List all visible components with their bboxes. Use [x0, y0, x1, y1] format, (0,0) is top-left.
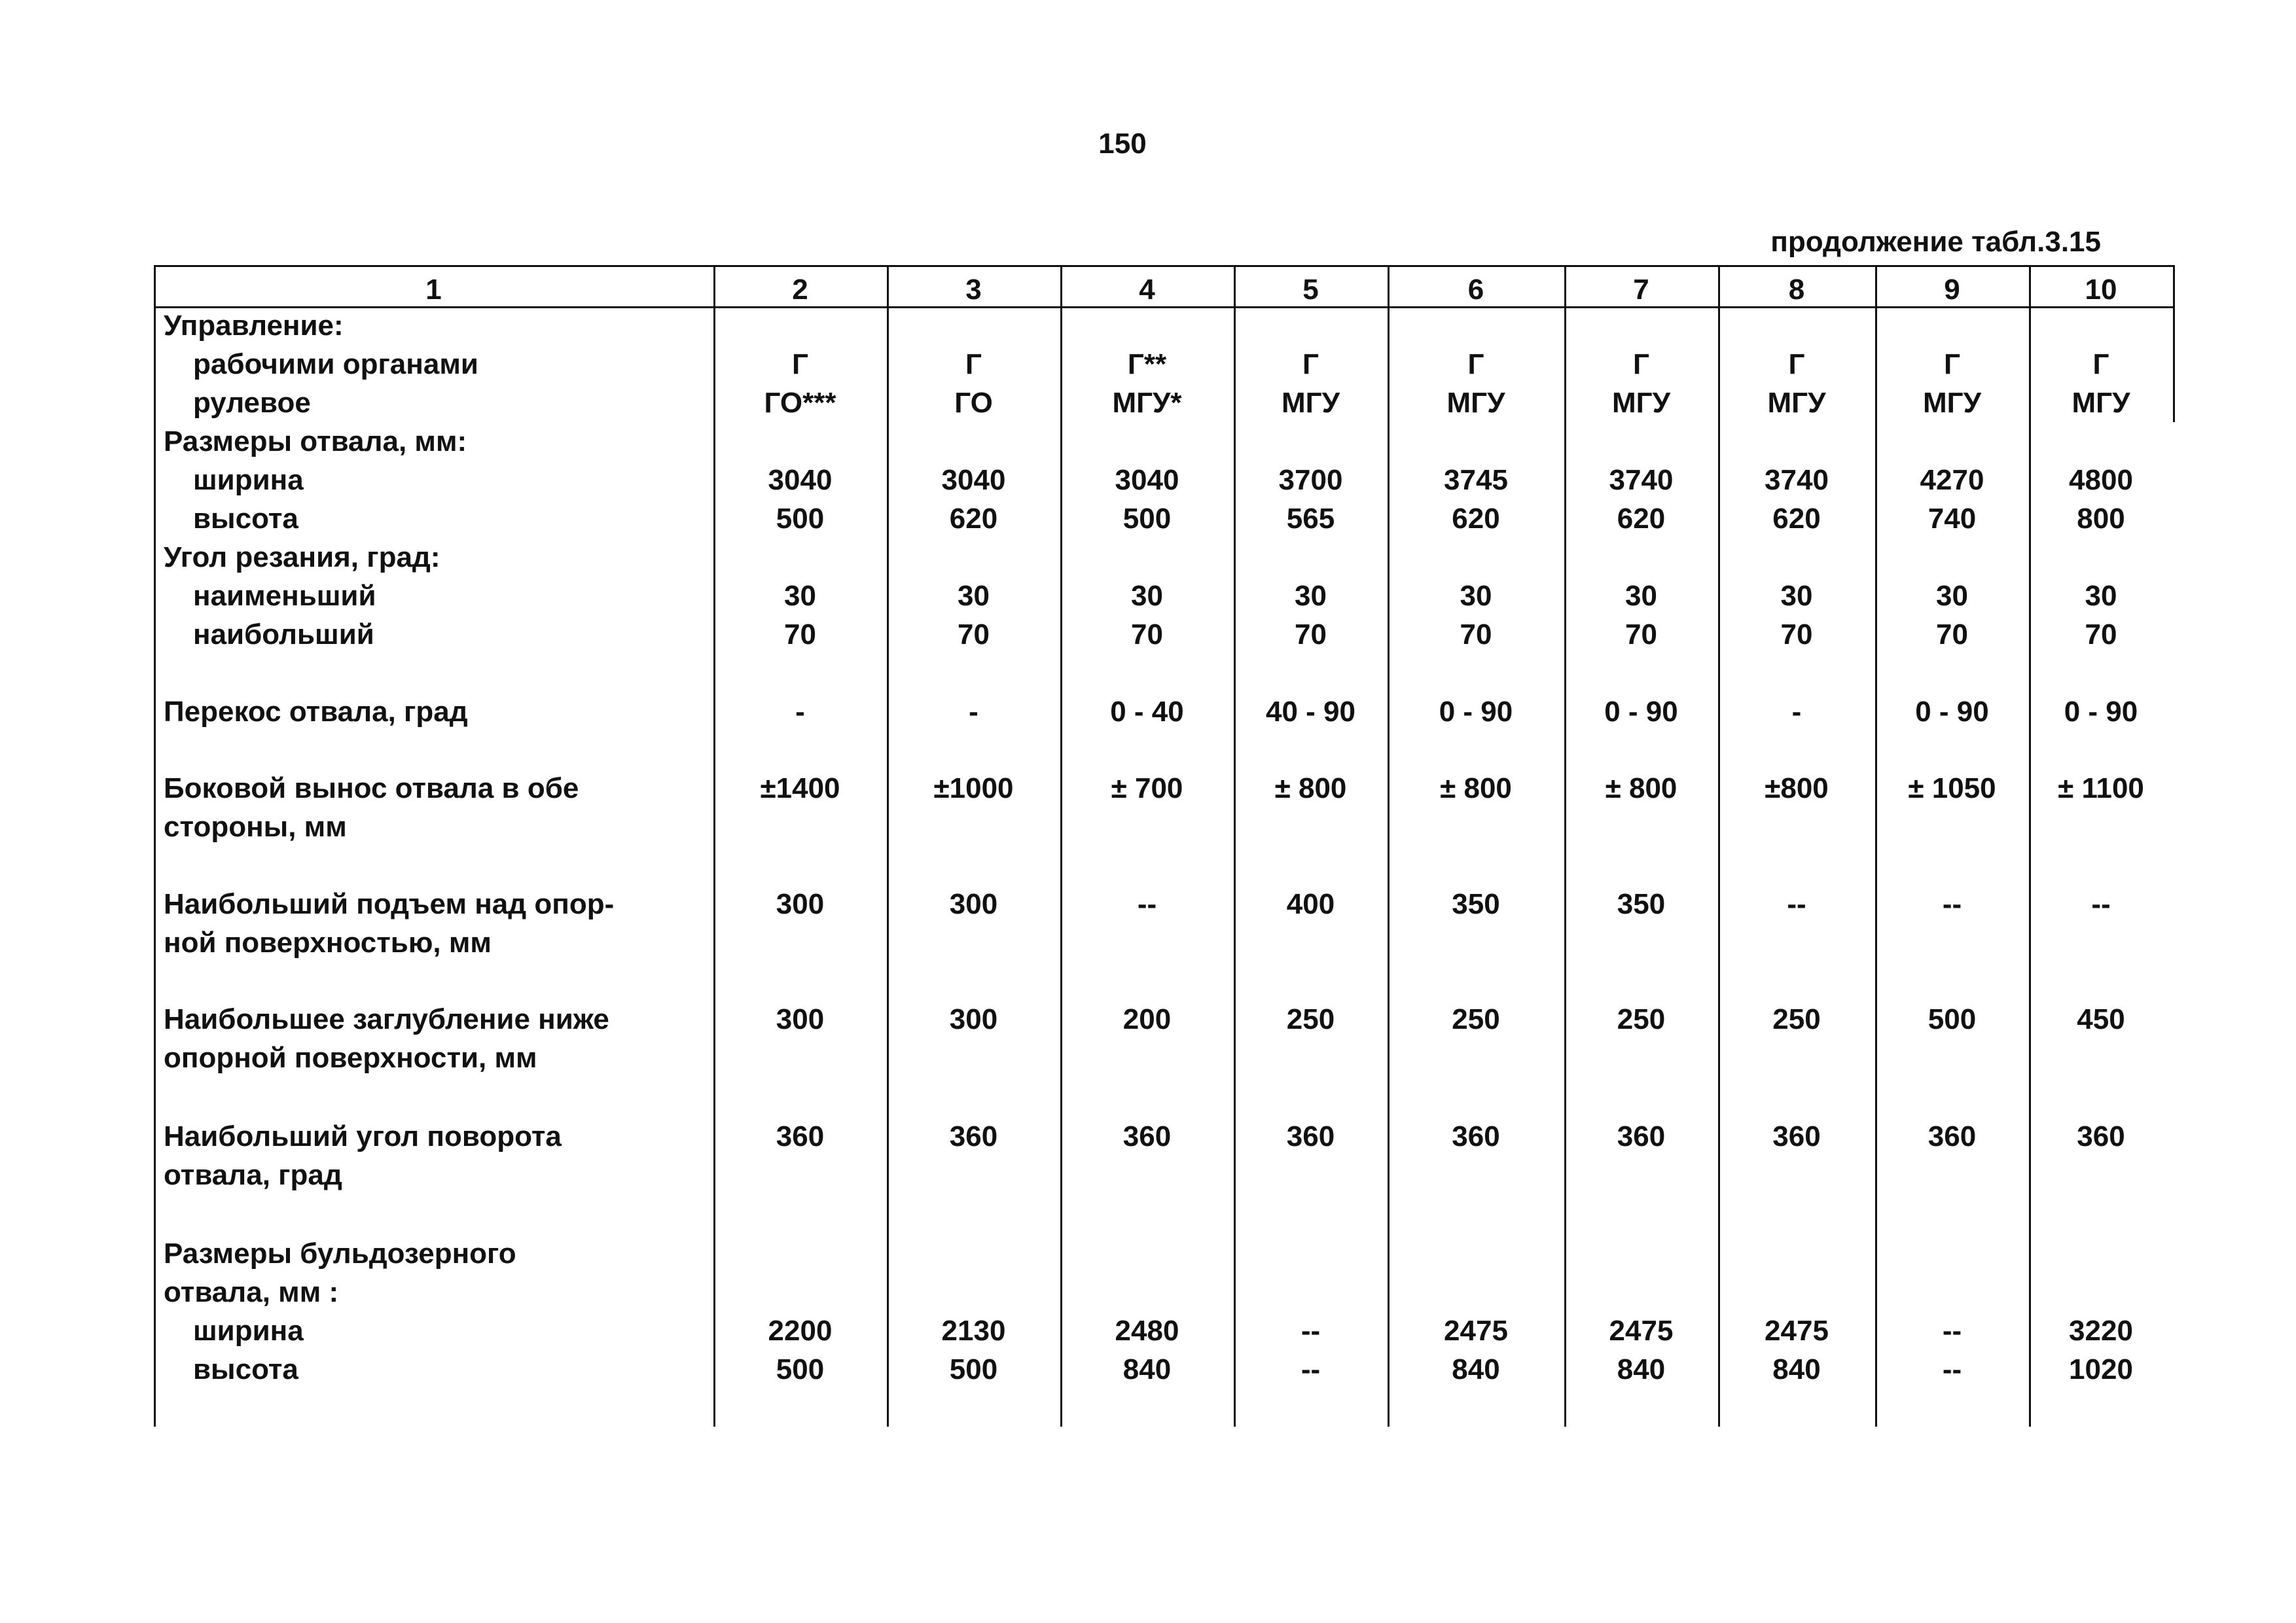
- table-cell: ± 700: [1111, 772, 1183, 804]
- table-cell: -: [1791, 696, 1802, 728]
- table-cell: 4800: [2069, 464, 2133, 496]
- column-header: 10: [2085, 274, 2117, 306]
- table-cell: ± 1100: [2058, 772, 2144, 804]
- table-cell: 3040: [768, 464, 833, 496]
- row-label: опорной поверхности, мм: [164, 1042, 537, 1074]
- table-cell: 500: [776, 1353, 825, 1385]
- table-cell: 70: [1780, 618, 1813, 651]
- table-column-border: [1718, 265, 1720, 1427]
- table-cell: 70: [1295, 618, 1327, 651]
- column-header: 4: [1139, 274, 1155, 306]
- table-cell: 70: [1625, 618, 1657, 651]
- table-cell: 2475: [1444, 1315, 1508, 1347]
- table-cell: 30: [1936, 580, 1968, 612]
- table-cell: 360: [1617, 1120, 1666, 1152]
- table-cell: --: [1300, 1315, 1321, 1347]
- table-cell: 300: [776, 888, 825, 920]
- table-cell: МГУ: [2072, 387, 2130, 419]
- table-cell: 360: [1122, 1120, 1172, 1152]
- table-cell: 620: [1617, 503, 1666, 535]
- table-cell: 70: [2085, 618, 2117, 651]
- table-cell: 360: [776, 1120, 825, 1152]
- table-cell: 360: [949, 1120, 998, 1152]
- table-cell: 3220: [2069, 1315, 2133, 1347]
- table-cell: 500: [1122, 503, 1172, 535]
- table-cell: 70: [1460, 618, 1492, 651]
- row-label: Управление:: [164, 310, 344, 342]
- row-label: Угол резания, град:: [164, 541, 440, 573]
- table-cell: 500: [1928, 1003, 1977, 1035]
- table-cell: 250: [1617, 1003, 1666, 1035]
- table-cell: 3740: [1609, 464, 1674, 496]
- row-label: наибольший: [193, 618, 374, 651]
- table-cell: 2480: [1115, 1315, 1179, 1347]
- row-label: отвала, град: [164, 1159, 342, 1191]
- table-cell: ± 1050: [1908, 772, 1996, 804]
- table-cell: --: [1787, 888, 1806, 920]
- table-cell: 3040: [1115, 464, 1179, 496]
- column-header: 8: [1788, 274, 1805, 306]
- table-cell: 250: [1286, 1003, 1335, 1035]
- table-cell: 450: [2077, 1003, 2125, 1035]
- table-cell: 2475: [1609, 1315, 1674, 1347]
- table-cell: 3745: [1444, 464, 1508, 496]
- table-cell: 2200: [768, 1315, 833, 1347]
- table-cell: 350: [1452, 888, 1500, 920]
- table-column-border: [1875, 265, 1877, 1427]
- table-column-border: [2029, 265, 2031, 1427]
- table-cell: ±1400: [760, 772, 840, 804]
- column-header: 7: [1633, 274, 1649, 306]
- table-cell: 360: [1772, 1120, 1821, 1152]
- table-cell: 0 - 40: [1110, 696, 1184, 728]
- column-header: 9: [1944, 274, 1960, 306]
- table-column-border: [713, 265, 715, 1427]
- row-label: отвала, мм :: [164, 1276, 339, 1308]
- table-cell: Г: [1788, 348, 1805, 380]
- table-cell: 620: [949, 503, 998, 535]
- table-cell: 360: [1928, 1120, 1977, 1152]
- table-cell: МГУ: [1282, 387, 1340, 419]
- table-cell: ±1000: [933, 772, 1014, 804]
- row-label: Боковой вынос отвала в обе: [164, 772, 579, 804]
- row-label: ной поверхностью, мм: [164, 927, 492, 959]
- row-label: Размеры бульдозерного: [164, 1238, 516, 1270]
- column-header: 6: [1467, 274, 1484, 306]
- table-cell: --: [1300, 1353, 1321, 1385]
- table-cell: 620: [1772, 503, 1821, 535]
- table-cell: 360: [2077, 1120, 2125, 1152]
- table-cell: МГУ: [1446, 387, 1505, 419]
- table-cell: 30: [784, 580, 816, 612]
- table-cell: ± 800: [1274, 772, 1347, 804]
- table-cell: 70: [1936, 618, 1968, 651]
- table-cell: 70: [784, 618, 816, 651]
- table-cell: ±800: [1765, 772, 1829, 804]
- table-cell: -: [969, 696, 978, 728]
- table-cell: 2130: [941, 1315, 1006, 1347]
- table-cell: --: [1942, 888, 1962, 920]
- table-cell: Г: [1467, 348, 1484, 380]
- table-cell: ± 800: [1440, 772, 1512, 804]
- column-header: 2: [792, 274, 808, 306]
- table-cell: 500: [776, 503, 825, 535]
- row-label: высота: [193, 503, 298, 535]
- table-cell: 30: [958, 580, 990, 612]
- table-cell: Г: [2092, 348, 2109, 380]
- table-cell: -: [795, 696, 805, 728]
- table-cell: МГУ*: [1112, 387, 1182, 419]
- table-cell: 70: [958, 618, 990, 651]
- table-cell: ± 800: [1605, 772, 1677, 804]
- table-cell: Г: [1944, 348, 1960, 380]
- table-cell: 500: [949, 1353, 998, 1385]
- table-cell: 0 - 90: [1604, 696, 1678, 728]
- table-cell: 0 - 90: [1915, 696, 1989, 728]
- table-cell: 800: [2077, 503, 2125, 535]
- table-column-border: [887, 265, 889, 1427]
- table-cell: 250: [1772, 1003, 1821, 1035]
- row-label: высота: [193, 1353, 298, 1385]
- table-cell: ГО***: [764, 387, 836, 419]
- table-cell: 300: [949, 1003, 998, 1035]
- table-cell: 3740: [1765, 464, 1829, 496]
- table-cell: 360: [1286, 1120, 1335, 1152]
- table-cell: 2475: [1765, 1315, 1829, 1347]
- table-header-border: [154, 306, 2173, 308]
- row-label: ширина: [193, 1315, 304, 1347]
- table-cell: ГО: [954, 387, 993, 419]
- column-header: 5: [1302, 274, 1319, 306]
- table-cell: 30: [1460, 580, 1492, 612]
- table-cell: 840: [1122, 1353, 1172, 1385]
- table-cell: 1020: [2069, 1353, 2133, 1385]
- table-cell: --: [1137, 888, 1157, 920]
- row-label: Наибольший угол поворота: [164, 1120, 562, 1152]
- row-label: Наибольшее заглубление ниже: [164, 1003, 609, 1035]
- row-label: наименьший: [193, 580, 376, 612]
- row-label: рабочими органами: [193, 348, 478, 380]
- table-cell: 400: [1286, 888, 1335, 920]
- table-cell: 30: [2085, 580, 2117, 612]
- row-label: рулевое: [193, 387, 311, 419]
- table-cell: 30: [1295, 580, 1327, 612]
- table-cell: Г: [1302, 348, 1319, 380]
- table-cell: 740: [1928, 503, 1977, 535]
- table-cell: --: [1942, 1315, 1962, 1347]
- table-cell: Г: [1633, 348, 1649, 380]
- table-cell: 30: [1780, 580, 1813, 612]
- table-cell: 70: [1131, 618, 1163, 651]
- table-cell: 360: [1452, 1120, 1500, 1152]
- table-cell: МГУ: [1612, 387, 1670, 419]
- table-cell: --: [2091, 888, 2111, 920]
- table-column-border: [1388, 265, 1390, 1427]
- table-cell: 0 - 90: [1439, 696, 1513, 728]
- table-cell: 3700: [1278, 464, 1343, 496]
- table-column-border: [154, 265, 156, 1427]
- table-cell: 250: [1452, 1003, 1500, 1035]
- table-cell: 840: [1617, 1353, 1666, 1385]
- table-cell: 300: [776, 1003, 825, 1035]
- table-caption: продолжение табл.3.15: [1770, 226, 2101, 258]
- table-cell: МГУ: [1923, 387, 1981, 419]
- table-cell: Г: [792, 348, 808, 380]
- table-cell: 0 - 90: [2064, 696, 2138, 728]
- table-cell: 30: [1131, 580, 1163, 612]
- table-cell: 840: [1452, 1353, 1500, 1385]
- table-cell: --: [1942, 1353, 1962, 1385]
- table-cell: 30: [1625, 580, 1657, 612]
- table-column-border: [1234, 265, 1236, 1427]
- row-label: ширина: [193, 464, 304, 496]
- column-header: 1: [425, 274, 442, 306]
- row-label: Наибольший подъем над опор-: [164, 888, 615, 920]
- row-label: стороны, мм: [164, 811, 347, 843]
- table-cell: 620: [1452, 503, 1500, 535]
- table-cell: Г**: [1127, 348, 1167, 380]
- row-label: Размеры отвала, мм:: [164, 425, 467, 457]
- row-label: Перекос отвала, град: [164, 696, 468, 728]
- table-cell: МГУ: [1767, 387, 1826, 419]
- page-number: 150: [1098, 128, 1147, 160]
- table-column-border: [2173, 265, 2175, 422]
- table-cell: 200: [1122, 1003, 1172, 1035]
- table-column-border: [1060, 265, 1062, 1427]
- table-column-border: [1564, 265, 1566, 1427]
- table-cell: 350: [1617, 888, 1666, 920]
- table-cell: 565: [1286, 503, 1335, 535]
- table-cell: 3040: [941, 464, 1006, 496]
- table-cell: Г: [965, 348, 982, 380]
- table-top-border: [154, 265, 2173, 267]
- table-cell: 300: [949, 888, 998, 920]
- column-header: 3: [965, 274, 982, 306]
- table-cell: 4270: [1920, 464, 1984, 496]
- table-cell: 840: [1772, 1353, 1821, 1385]
- table-cell: 40 - 90: [1266, 696, 1355, 728]
